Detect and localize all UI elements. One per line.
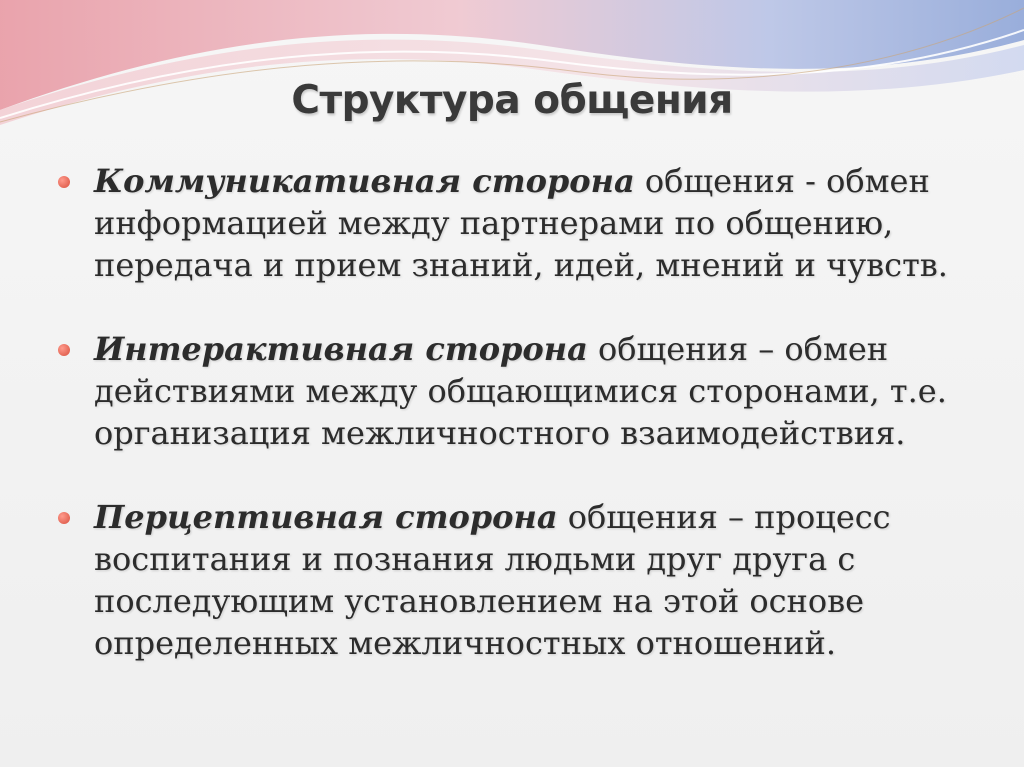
bullet-list <box>58 160 958 664</box>
bullet-interactive <box>58 328 958 454</box>
slide-title: Структура общения <box>291 78 733 123</box>
bullet-text: общения – процесс воспитания и познания людьми друг друга с последующим установлением на этой основе определенных межличностных отношений. <box>94 498 891 662</box>
bullet-perceptive <box>58 496 958 664</box>
bullet-term: Коммуникативная сторона <box>94 162 635 200</box>
bullet-dot-icon <box>58 176 70 188</box>
bullet-term: Перцептивная сторона <box>94 498 558 536</box>
bullet-dot-icon <box>58 512 70 524</box>
bullet-text: общения - обмен информацией между партнерами по общению, передача и прием знаний, идей, мнений и чувств. <box>94 162 948 284</box>
bullet-communicative <box>58 160 958 286</box>
bullet-text: общения – обмен действиями между общающимися сторонами, т.е. организация межличностного взаимодействия. <box>94 330 947 452</box>
bullet-dot-icon <box>58 344 70 356</box>
bullet-term: Интерактивная сторона <box>94 330 588 368</box>
